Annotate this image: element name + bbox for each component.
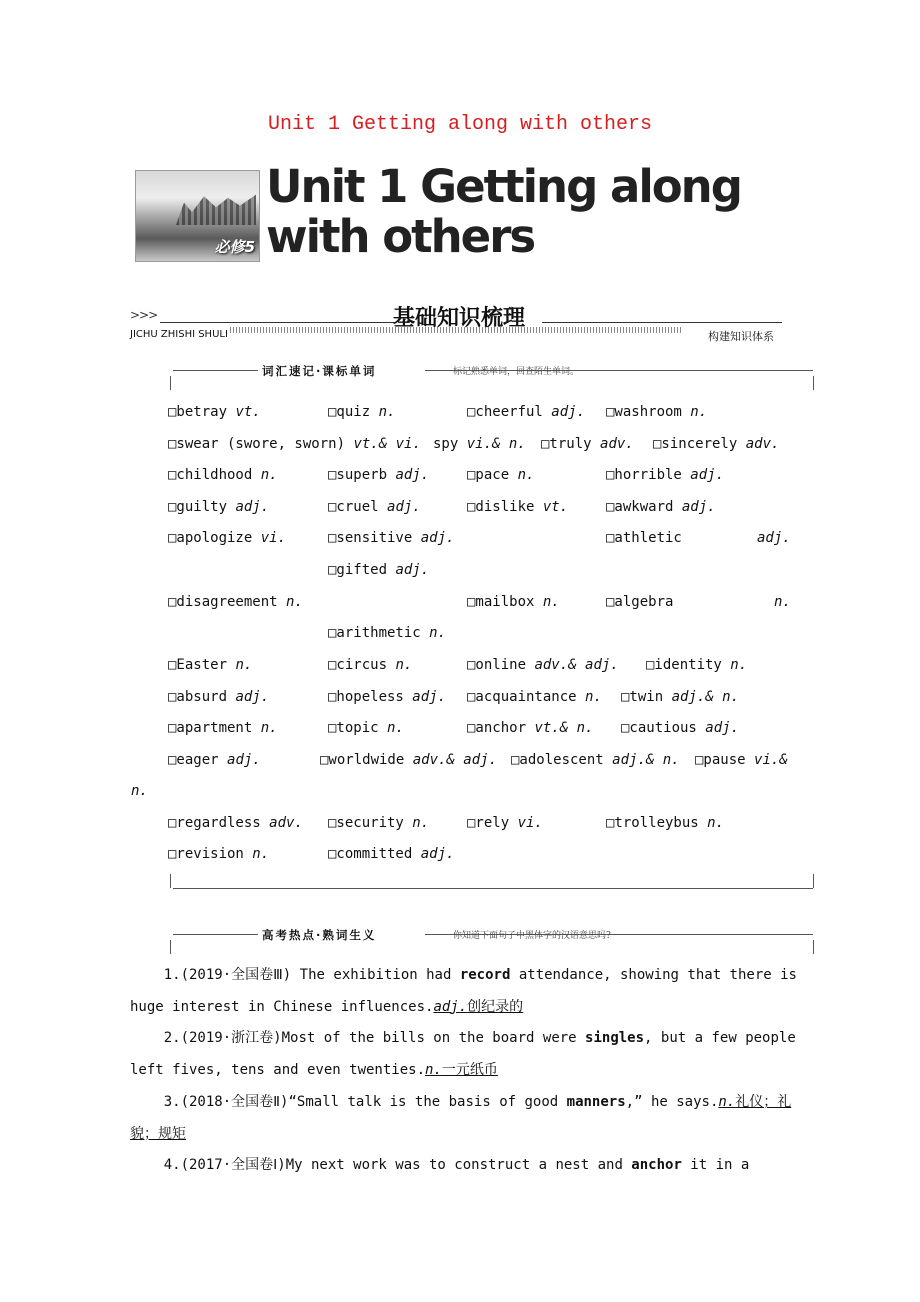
part-of-speech: adv.& adj. <box>412 752 498 768</box>
part-of-speech: adj. <box>395 467 430 483</box>
vocab-entry <box>606 467 724 483</box>
vocab-entry <box>621 720 739 736</box>
part-of-speech: n. <box>412 815 430 831</box>
part-of-speech: adv.& adj. <box>534 657 619 673</box>
vocab-entry <box>168 846 269 862</box>
vocab-word: □athletic <box>606 530 682 546</box>
vocab-entry <box>511 752 680 768</box>
vocab-word: □eager <box>168 752 228 768</box>
sentence-text: “Small talk is the basis of good <box>288 1094 567 1110</box>
vocab-entry <box>433 436 526 452</box>
vocab-word: □revision <box>168 846 253 862</box>
part-of-speech: vi. <box>260 530 287 546</box>
arrows-icon: >>> <box>130 308 158 322</box>
vocab-box-top-edge <box>170 376 814 390</box>
section-header <box>130 298 782 344</box>
part-of-speech: adj. <box>420 846 455 862</box>
part-of-speech: n. <box>260 467 278 483</box>
vocab-entry <box>467 657 619 673</box>
hot-box-header <box>173 927 813 941</box>
part-of-speech: n. <box>235 657 253 673</box>
vocab-entry <box>328 689 446 705</box>
sentence-text: ,” he says. <box>625 1094 719 1110</box>
vocab-word: □betray <box>168 404 236 420</box>
vocab-word: □guilty <box>168 499 236 515</box>
keyword: singles <box>585 1030 645 1046</box>
part-of-speech: adj.& n. <box>612 752 680 768</box>
vocab-entry <box>467 467 534 483</box>
part-of-speech: vt.& vi. <box>353 436 421 452</box>
vocab-word: □sincerely <box>653 436 746 452</box>
part-of-speech: vi.& n. <box>466 436 526 452</box>
vocab-entry <box>467 594 560 610</box>
part-of-speech: adj. <box>412 689 447 705</box>
vocab-entry <box>328 720 404 736</box>
vocab-word: □gifted <box>328 562 396 578</box>
part-of-speech: adj. <box>681 499 716 515</box>
vocab-word: □washroom <box>606 404 691 420</box>
vocab-word: □worldwide <box>320 752 413 768</box>
answer: n.礼仪；礼貌；规矩 <box>130 1094 792 1142</box>
vocab-word: □apologize <box>168 530 261 546</box>
vocab-word: □security <box>328 815 413 831</box>
vocab-word: □pause <box>695 752 755 768</box>
part-of-speech: adj. <box>387 499 421 515</box>
vocab-word: □childhood <box>168 467 261 483</box>
divider <box>173 934 258 935</box>
sentence-1 <box>130 960 810 1023</box>
vocab-entry <box>606 594 673 610</box>
vocab-word: □arithmetic <box>328 625 430 641</box>
vocab-box-footer <box>173 888 813 889</box>
sentence-source: (2019·浙江卷) <box>180 1030 282 1046</box>
part-of-speech: adj. <box>757 530 791 546</box>
vocab-entry <box>646 657 747 673</box>
part-of-speech: vi.& <box>754 752 788 768</box>
part-of-speech: n. <box>387 720 404 736</box>
part-of-speech: adv. <box>745 436 780 452</box>
vocab-entry <box>328 562 429 578</box>
sentence-text: The exhibition had <box>299 967 460 983</box>
part-of-speech: n. <box>286 594 303 610</box>
vocab-entry <box>774 594 791 610</box>
part-of-speech: adj. <box>235 499 270 515</box>
part-of-speech: n. <box>378 404 396 420</box>
vocab-entry <box>606 530 682 546</box>
part-of-speech: vt. <box>542 499 569 515</box>
answer: adj.创纪录的 <box>433 998 524 1015</box>
part-of-speech: n. <box>260 720 278 736</box>
divider <box>160 322 396 323</box>
part-of-speech: n. <box>730 657 748 673</box>
vocab-entry <box>606 499 716 515</box>
sentence-text: My next work was to construct a nest and <box>285 1157 632 1173</box>
vocab-word: □swear (swore, sworn) <box>168 436 354 452</box>
hot-box-top-edge <box>170 940 814 954</box>
part-of-speech: adj.& n. <box>671 689 740 705</box>
vocab-entry <box>320 752 497 768</box>
vocab-entry <box>168 720 278 736</box>
answer: n.一元纸币 <box>425 1061 498 1078</box>
vocab-entry <box>168 436 421 452</box>
vocab-entry <box>467 499 568 515</box>
sentence-source: (2018·全国卷Ⅱ) <box>180 1094 289 1110</box>
vocab-word: □superb <box>328 467 396 483</box>
vocab-entry <box>328 657 412 673</box>
vocab-word: □twin <box>621 689 672 705</box>
part-of-speech: n. <box>252 846 270 862</box>
keyword: manners <box>566 1094 626 1110</box>
vocab-word: spy <box>433 436 467 452</box>
part-of-speech: vt. <box>235 404 261 420</box>
vocab-word: □committed <box>328 846 421 862</box>
sentence-3 <box>130 1087 810 1150</box>
sentence-text: it in a <box>681 1157 750 1173</box>
part-of-speech: n. <box>395 657 413 673</box>
part-of-speech: adj. <box>227 752 261 768</box>
vocab-word: □adolescent <box>511 752 613 768</box>
part-of-speech: vt.& n. <box>534 720 594 736</box>
sentence-number: 3. <box>163 1094 181 1110</box>
vocab-word: □dislike <box>467 499 543 515</box>
vocab-entry <box>168 467 278 483</box>
sentence-text: Most of the bills on the board were <box>281 1030 586 1046</box>
part-of-speech: adj. <box>705 720 740 736</box>
section-pinyin: JICHU ZHISHI SHULI <box>130 329 228 340</box>
sentence-4 <box>130 1150 810 1182</box>
vocab-word: □acquaintance <box>467 689 586 705</box>
vocab-entry <box>695 752 788 768</box>
vocab-entry <box>757 530 791 546</box>
vocab-word: □algebra <box>606 594 674 610</box>
vocab-word: □circus <box>328 657 396 673</box>
vocab-word: □identity <box>646 657 731 673</box>
section-subtitle: 构建知识体系 <box>708 330 774 343</box>
vocab-word: □rely <box>467 815 518 831</box>
sentence-text: attendance, showing that there is huge interest in Chinese influences. <box>130 967 797 1015</box>
vocab-entry <box>168 594 303 610</box>
book-badge: 必修5 <box>214 238 255 256</box>
vocab-box-bottom-edge <box>170 874 814 888</box>
vocab-word: □absurd <box>168 689 236 705</box>
vocab-word: □anchor <box>467 720 535 736</box>
vocab-entry <box>328 530 454 546</box>
page-title: Unit 1 Getting along with others <box>267 113 653 136</box>
vocab-box-hint: 标记熟悉单词，回查陌生单词。 <box>453 367 580 377</box>
vocab-entry <box>131 783 148 799</box>
vocab-word: □disagreement <box>168 594 287 610</box>
vocab-word: □Easter <box>168 657 236 673</box>
vocab-word: □regardless <box>168 815 270 831</box>
vocab-word: □hopeless <box>328 689 413 705</box>
sentence-source: (2019·全国卷Ⅲ) <box>180 967 292 983</box>
vocab-entry <box>328 815 429 831</box>
divider <box>542 322 782 323</box>
vocab-word: □cautious <box>621 720 706 736</box>
unit-banner-image <box>135 170 260 262</box>
sentence-number: 1. <box>163 967 181 983</box>
part-of-speech: n. <box>585 689 602 705</box>
vocab-word: □mailbox <box>467 594 543 610</box>
vocab-word: □pace <box>467 467 518 483</box>
part-of-speech: adj. <box>395 562 430 578</box>
vocab-entry <box>328 625 446 641</box>
sentence-number: 2. <box>163 1030 181 1046</box>
vocab-word: □awkward <box>606 499 682 515</box>
unit-heading: Unit 1 Getting along with others <box>266 160 741 263</box>
vocab-entry <box>467 689 602 705</box>
hot-box-hint: 你知道下面句子中黑体字的汉语意思吗? <box>453 931 611 941</box>
vocab-word: □online <box>467 657 535 673</box>
part-of-speech: adj. <box>551 404 586 420</box>
vocab-word: □truly <box>541 436 601 452</box>
part-of-speech: adv. <box>600 436 634 452</box>
vocab-box-label: 词汇速记·课标单词 <box>262 364 377 378</box>
vocab-entry <box>168 657 252 673</box>
vocab-entry <box>541 436 634 452</box>
vocab-entry <box>328 467 429 483</box>
part-of-speech: adj. <box>420 530 455 546</box>
keyword: record <box>459 967 511 983</box>
vocab-entry <box>168 752 261 768</box>
part-of-speech: n. <box>774 594 791 610</box>
part-of-speech: n. <box>429 625 447 641</box>
part-of-speech: n. <box>542 594 560 610</box>
keyword: anchor <box>631 1157 682 1173</box>
part-of-speech: adj. <box>235 689 270 705</box>
vocab-entry <box>168 815 303 831</box>
vocab-entry <box>467 404 585 420</box>
vocab-entry <box>467 815 543 831</box>
vocab-entry <box>621 689 739 705</box>
section-title: 基础知识梳理 <box>392 306 525 331</box>
vocab-entry <box>168 530 286 546</box>
part-of-speech: n. <box>131 783 148 799</box>
part-of-speech: n. <box>707 815 725 831</box>
sentence-number: 4. <box>163 1157 181 1173</box>
vocab-entry <box>168 404 261 420</box>
snow-forest-picture <box>176 193 256 225</box>
vocab-word: □apartment <box>168 720 261 736</box>
vocab-entry <box>328 846 454 862</box>
vocab-word: □trolleybus <box>606 815 708 831</box>
vocab-entry <box>328 404 395 420</box>
part-of-speech: n. <box>690 404 708 420</box>
vocab-word: □quiz <box>328 404 379 420</box>
vocab-word: □cheerful <box>467 404 552 420</box>
vocab-word: □topic <box>328 720 388 736</box>
sentence-source: (2017·全国卷Ⅰ) <box>180 1157 286 1173</box>
vocab-entry <box>653 436 779 452</box>
vocab-word: □horrible <box>606 467 691 483</box>
hot-box-label: 高考热点·熟词生义 <box>262 928 377 942</box>
part-of-speech: adv. <box>269 815 303 831</box>
vocab-box-header <box>173 363 813 377</box>
divider <box>173 370 258 371</box>
vocab-word: □cruel <box>328 499 388 515</box>
sentence-text: , but a few people left fives, tens and even twenties. <box>130 1030 796 1078</box>
vocab-entry <box>467 720 593 736</box>
part-of-speech: adj. <box>690 467 725 483</box>
part-of-speech: vi. <box>517 815 543 831</box>
vocab-entry <box>606 404 707 420</box>
vocab-entry <box>168 689 269 705</box>
vocab-entry <box>606 815 724 831</box>
vocab-word: □sensitive <box>328 530 421 546</box>
part-of-speech: n. <box>517 467 535 483</box>
vocab-entry <box>328 499 421 515</box>
vocab-entry <box>168 499 269 515</box>
sentence-2 <box>130 1023 810 1086</box>
